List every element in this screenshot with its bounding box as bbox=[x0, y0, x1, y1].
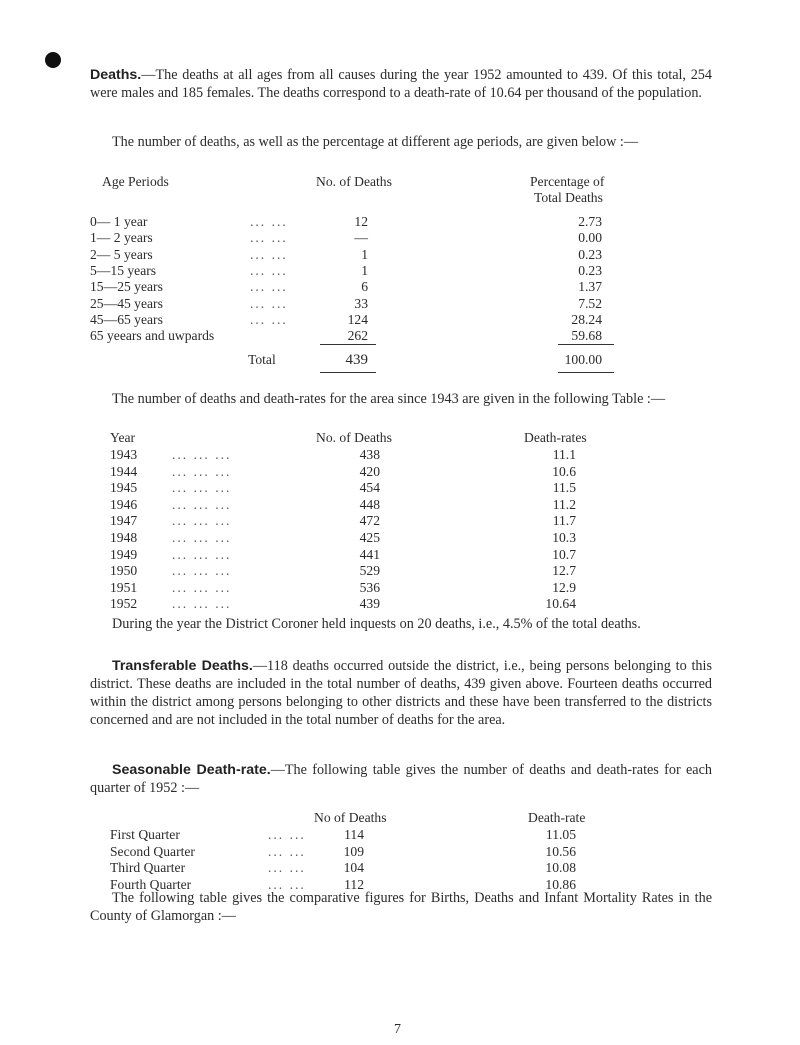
leader-dots: ... ... bbox=[250, 246, 288, 262]
year-table bbox=[110, 430, 710, 610]
year-deaths-cell: 472 bbox=[359, 513, 380, 529]
leader-dots: ... ... bbox=[268, 876, 306, 892]
quarter-table-header bbox=[110, 810, 710, 826]
leader-dots: ... ... bbox=[268, 843, 306, 859]
year-cell: 1943 bbox=[110, 447, 138, 462]
year-deaths-cell: 529 bbox=[359, 563, 380, 579]
age-pct-cell: 59.68 bbox=[571, 328, 602, 344]
year-deaths-cell: 536 bbox=[359, 579, 380, 595]
year-deaths-cell: 439 bbox=[359, 596, 380, 612]
age-deaths-cell: 12 bbox=[354, 214, 368, 229]
age-table-row bbox=[90, 214, 710, 230]
year-table-row bbox=[110, 547, 710, 563]
quarter-cell: First Quarter bbox=[110, 827, 180, 842]
year-deaths-cell: 420 bbox=[359, 463, 380, 479]
total-rule-deaths bbox=[320, 344, 376, 345]
age-deaths-cell: 6 bbox=[361, 279, 368, 295]
year-rate-cell: 10.6 bbox=[552, 463, 576, 479]
year-rate-cell: 10.3 bbox=[552, 530, 576, 545]
age-table-row bbox=[90, 247, 710, 263]
quarter-table-row bbox=[110, 827, 710, 843]
header-percentage-2: Total Deaths bbox=[534, 190, 603, 205]
age-deaths-cell: — bbox=[354, 230, 368, 246]
leader-dots: ... ... ... bbox=[172, 463, 232, 479]
age-intro-paragraph: The number of deaths, as well as the percentage at different age periods, are given below :— bbox=[112, 134, 639, 150]
year-rate-cell: 11.2 bbox=[552, 496, 576, 512]
age-pct-cell: 28.24 bbox=[571, 311, 602, 327]
year-cell: 1950 bbox=[110, 563, 138, 579]
year-cell: 1945 bbox=[110, 480, 138, 496]
year-table-row bbox=[110, 497, 710, 513]
year-table-header bbox=[110, 430, 710, 446]
leader-dots: ... ... ... bbox=[172, 480, 232, 496]
age-pct-cell: 0.23 bbox=[578, 262, 602, 278]
quarter-rate-cell: 10.08 bbox=[545, 860, 576, 875]
leader-dots: ... ... ... bbox=[172, 579, 232, 595]
closing-paragraph: The following table gives the comparative figures for Births, Deaths and Infant Mortality Rates in the County of Glamorgan :— bbox=[90, 890, 712, 924]
quarter-rate-cell: 10.56 bbox=[545, 843, 576, 859]
age-pct-cell: 7.52 bbox=[578, 295, 602, 311]
year-deaths-cell: 438 bbox=[359, 447, 380, 462]
age-table-row bbox=[90, 296, 710, 312]
year-intro-paragraph: The number of deaths and death-rates for the area since 1943 are given in the following Table :— bbox=[112, 391, 666, 407]
transferable-paragraph bbox=[90, 657, 712, 729]
year-rate-cell: 12.9 bbox=[552, 579, 576, 595]
total-deaths: 439 bbox=[345, 352, 368, 368]
year-deaths-cell: 441 bbox=[359, 546, 380, 562]
total-rule-pct bbox=[558, 344, 614, 345]
quarter-rate-cell: 10.86 bbox=[545, 876, 576, 892]
total-rule-deaths-bottom bbox=[320, 372, 376, 373]
age-periods-table bbox=[90, 174, 710, 374]
header-year-deaths: No. of Deaths bbox=[316, 430, 392, 445]
leader-dots: ... ... bbox=[250, 279, 288, 295]
age-table-row bbox=[90, 312, 710, 328]
age-table-row bbox=[90, 279, 710, 295]
year-table-row bbox=[110, 596, 710, 612]
quarter-table-row bbox=[110, 844, 710, 860]
leader-dots: ... ... ... bbox=[172, 513, 232, 529]
year-rate-cell: 10.64 bbox=[545, 596, 576, 612]
year-rate-cell: 11.7 bbox=[552, 513, 576, 529]
year-rate-cell: 11.1 bbox=[552, 447, 576, 462]
leader-dots: ... ... bbox=[250, 262, 288, 278]
leader-dots: ... ... bbox=[268, 860, 306, 875]
leader-dots: ... ... ... bbox=[172, 530, 232, 545]
year-cell: 1949 bbox=[110, 546, 138, 562]
year-deaths-cell: 425 bbox=[359, 530, 380, 545]
quarter-table bbox=[110, 810, 710, 900]
leader-dots: ... ... bbox=[250, 230, 288, 246]
year-table-row bbox=[110, 480, 710, 496]
header-no-of-deaths: No. of Deaths bbox=[316, 174, 392, 189]
leader-dots: ... ... bbox=[250, 214, 288, 229]
coroner-paragraph: During the year the District Coroner held inquests on 20 deaths, i.e., 4.5% of the total deaths. bbox=[112, 616, 641, 632]
year-cell: 1944 bbox=[110, 463, 138, 479]
age-period-cell: 2— 5 years bbox=[90, 246, 153, 262]
quarter-cell: Third Quarter bbox=[110, 860, 186, 875]
year-cell: 1947 bbox=[110, 513, 138, 529]
header-year: Year bbox=[110, 430, 136, 445]
seasonable-paragraph bbox=[90, 761, 712, 797]
header-age-periods: Age Periods bbox=[102, 174, 169, 189]
age-period-cell: 0— 1 year bbox=[90, 214, 148, 229]
quarter-deaths-cell: 112 bbox=[344, 876, 364, 892]
age-table-row bbox=[90, 230, 710, 246]
age-pct-cell: 2.73 bbox=[578, 214, 602, 229]
age-pct-cell: 0.00 bbox=[578, 230, 602, 246]
quarter-rate-cell: 11.05 bbox=[545, 827, 576, 842]
year-table-row bbox=[110, 563, 710, 579]
age-deaths-cell: 1 bbox=[361, 246, 368, 262]
seasonable-text: —The following table gives the number of deaths and death-rates for each quarter of 1952 :— bbox=[90, 762, 712, 796]
transferable-heading: Transferable Deaths. bbox=[112, 658, 253, 674]
deaths-heading: Deaths. bbox=[90, 67, 142, 83]
age-deaths-cell: 33 bbox=[354, 295, 368, 311]
leader-dots: ... ... ... bbox=[172, 563, 232, 579]
year-deaths-cell: 454 bbox=[359, 480, 380, 496]
quarter-cell: Fourth Quarter bbox=[110, 876, 192, 892]
leader-dots: ... ... ... bbox=[172, 447, 232, 462]
year-rate-cell: 12.7 bbox=[552, 563, 576, 579]
year-table-row bbox=[110, 513, 710, 529]
age-deaths-cell: 124 bbox=[347, 311, 368, 327]
quarter-table-row bbox=[110, 860, 710, 876]
age-table-header bbox=[90, 174, 710, 190]
quarter-cell: Second Quarter bbox=[110, 843, 195, 859]
age-table-total bbox=[90, 352, 710, 368]
age-period-cell: 25—45 years bbox=[90, 295, 163, 311]
year-table-row bbox=[110, 447, 710, 463]
deaths-paragraph bbox=[90, 66, 712, 102]
age-table-header-2 bbox=[90, 190, 710, 206]
seasonable-heading: Seasonable Death-rate. bbox=[112, 762, 271, 778]
year-rate-cell: 11.5 bbox=[552, 480, 576, 496]
year-cell: 1948 bbox=[110, 530, 138, 545]
transferable-text: —118 deaths occurred outside the district, i.e., being persons belonging to this district. These deaths are included in the total number of deaths, 439 given above. Fourteen deaths occurred within the district among persons belonging to other districts and these have been transferred to the districts concerned and are not included in the total number of deaths for the area. bbox=[90, 658, 712, 728]
total-pct: 100.00 bbox=[564, 352, 602, 367]
total-label: Total bbox=[248, 352, 276, 367]
age-deaths-cell: 1 bbox=[361, 262, 368, 278]
header-death-rates: Death-rates bbox=[524, 430, 587, 445]
punch-hole-mark bbox=[45, 52, 61, 68]
quarter-deaths-cell: 104 bbox=[343, 860, 364, 875]
year-deaths-cell: 448 bbox=[359, 496, 380, 512]
age-period-cell: 1— 2 years bbox=[90, 230, 153, 246]
year-rate-cell: 10.7 bbox=[552, 546, 576, 562]
age-period-cell: 5—15 years bbox=[90, 262, 157, 278]
age-table-row bbox=[90, 263, 710, 279]
year-cell: 1946 bbox=[110, 496, 138, 512]
year-cell: 1951 bbox=[110, 579, 138, 595]
year-table-row bbox=[110, 580, 710, 596]
quarter-deaths-cell: 114 bbox=[344, 827, 364, 842]
age-period-cell: 45—65 years bbox=[90, 311, 163, 327]
year-cell: 1952 bbox=[110, 596, 138, 612]
age-pct-cell: 1.37 bbox=[578, 279, 602, 295]
leader-dots: ... ... ... bbox=[172, 596, 232, 612]
leader-dots: ... ... ... bbox=[172, 496, 232, 512]
age-table-row bbox=[90, 328, 710, 344]
quarter-deaths-cell: 109 bbox=[343, 843, 364, 859]
header-quarter-deaths: No of Deaths bbox=[314, 810, 387, 825]
year-table-row bbox=[110, 530, 710, 546]
header-percentage-1: Percentage of bbox=[530, 174, 605, 189]
age-period-cell: 15—25 years bbox=[90, 279, 163, 295]
leader-dots: ... ... ... bbox=[172, 546, 232, 562]
year-table-row bbox=[110, 464, 710, 480]
age-pct-cell: 0.23 bbox=[578, 246, 602, 262]
deaths-text: —The deaths at all ages from all causes during the year 1952 amounted to 439. Of this total, 254 were males and 185 females. The deaths correspond to a death-rate of 10.64 per thousand of the population. bbox=[90, 67, 712, 101]
age-deaths-cell: 262 bbox=[347, 328, 368, 344]
total-rule-pct-bottom bbox=[558, 372, 614, 373]
leader-dots: ... ... bbox=[268, 827, 306, 842]
leader-dots: ... ... bbox=[250, 295, 288, 311]
age-period-cell: 65 yeears and uwpards bbox=[90, 328, 215, 344]
leader-dots: ... ... bbox=[250, 311, 288, 327]
page-number: 7 bbox=[394, 1022, 401, 1037]
header-quarter-rate: Death-rate bbox=[528, 810, 586, 825]
